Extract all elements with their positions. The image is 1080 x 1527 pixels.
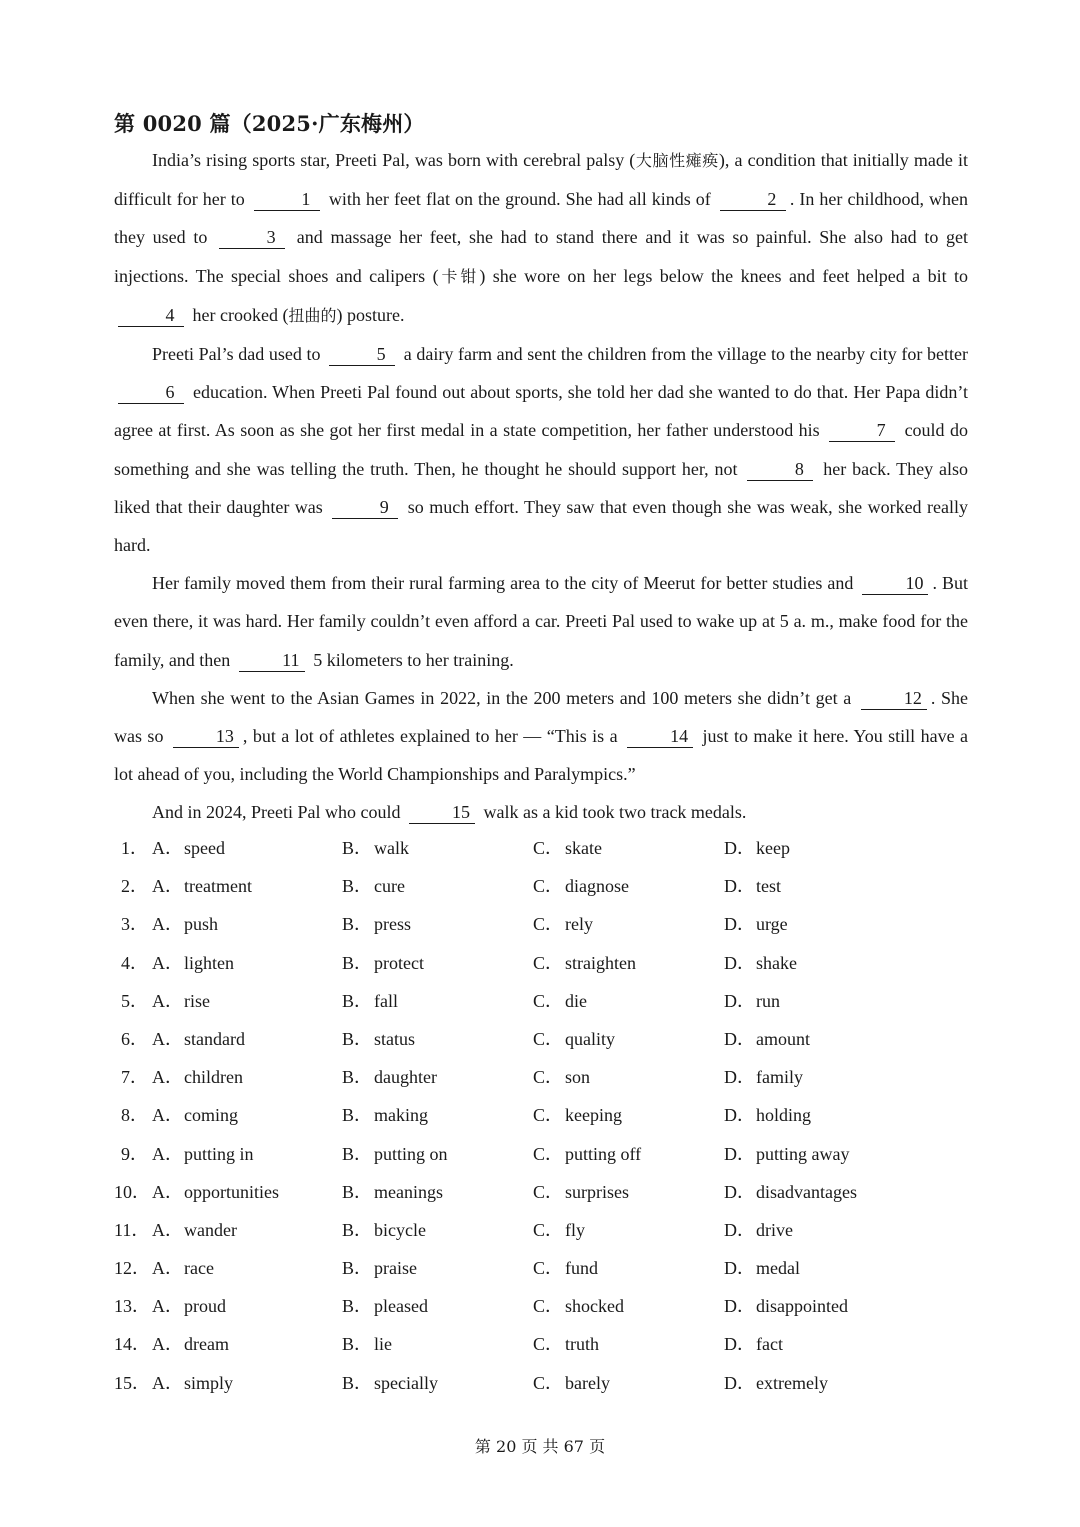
paragraph-1 [114, 141, 968, 335]
option-letter: C． [533, 1067, 564, 1088]
passage-title: 第 0020 篇（2025·广东梅州） [114, 111, 425, 136]
option-letter: B． [342, 1258, 373, 1279]
question-row [114, 1287, 974, 1325]
option-a [152, 1020, 245, 1058]
option-b [342, 1325, 392, 1363]
option-b [342, 1364, 438, 1402]
option-letter: C． [533, 1181, 564, 1202]
text-segment: . She was so [114, 687, 969, 747]
option-letter: A． [152, 914, 183, 935]
option-text: keeping [565, 1105, 622, 1126]
option-text: family [756, 1067, 803, 1088]
option-c [533, 1096, 622, 1134]
option-b [342, 944, 424, 982]
option-letter: A． [152, 1296, 183, 1317]
option-text: walk [374, 838, 409, 858]
option-c [533, 1058, 590, 1096]
option-letter: C． [533, 1258, 564, 1279]
option-letter: B． [342, 1067, 373, 1088]
option-letter: B． [342, 1219, 373, 1240]
blank-14: 14 [627, 725, 693, 748]
option-text: speed [184, 838, 225, 858]
question-row [114, 944, 974, 982]
option-text: lie [374, 1334, 392, 1355]
option-a [152, 1364, 233, 1402]
text-segment: ) she wore on her legs below the knees and feet helped a bit to [479, 265, 968, 286]
option-text: skate [565, 838, 602, 858]
option-text: die [565, 990, 587, 1011]
option-text: barely [565, 1372, 610, 1393]
question-number: 14． [114, 1334, 150, 1355]
option-text: fly [565, 1219, 585, 1240]
option-letter: A． [152, 1067, 183, 1088]
question-number: 4． [121, 952, 148, 973]
option-text: bicycle [374, 1219, 426, 1240]
option-text: drive [756, 1219, 793, 1240]
text-segment: Her family moved them from their rural farming area to the city of Meerut for better studies and [152, 573, 854, 594]
question-row [114, 1249, 974, 1287]
option-a [152, 867, 252, 905]
option-d [724, 1325, 783, 1363]
option-letter: B． [342, 1372, 373, 1393]
text-segment: a dairy farm and sent the children from the village to the nearby city for better [403, 344, 969, 365]
text-segment: And in 2024, Preeti Pal who could [152, 802, 401, 823]
option-letter: D． [724, 876, 755, 897]
text-segment: ), a condition that initially made it difficult for her to [114, 150, 968, 210]
blank-12: 12 [861, 687, 927, 710]
option-letter: D． [724, 1219, 755, 1240]
option-text: putting on [374, 1143, 448, 1164]
option-c [533, 1173, 629, 1211]
option-letter: D． [724, 1334, 755, 1355]
option-text: medal [756, 1258, 800, 1279]
option-b [342, 1173, 443, 1211]
blank-8: 8 [747, 458, 813, 481]
option-text: shake [756, 952, 797, 973]
chinese-gloss: 卡钳 [438, 266, 480, 286]
option-letter: B． [342, 914, 373, 935]
option-c [533, 982, 587, 1020]
option-text: protect [374, 952, 424, 973]
option-letter: A． [152, 1105, 183, 1126]
paragraph-5 [114, 793, 968, 831]
option-text: pleased [374, 1296, 428, 1317]
option-a [152, 1287, 226, 1325]
option-text: specially [374, 1372, 438, 1393]
question-number: 13． [114, 1296, 150, 1317]
option-letter: A． [152, 838, 183, 858]
question-number: 12． [114, 1258, 150, 1279]
option-letter: B． [342, 990, 373, 1011]
option-letter: C． [533, 952, 564, 973]
option-letter: A． [152, 1181, 183, 1202]
question-row [114, 1173, 974, 1211]
option-text: coming [184, 1105, 238, 1126]
option-letter: B． [342, 1143, 373, 1164]
option-letter: A． [152, 1334, 183, 1355]
option-text: fund [565, 1258, 598, 1279]
option-text: daughter [374, 1067, 437, 1088]
option-a [152, 1096, 238, 1134]
option-letter: D． [724, 1372, 755, 1393]
text-segment: ) posture. [336, 304, 405, 325]
option-text: proud [184, 1296, 226, 1317]
text-segment: When she went to the Asian Games in 2022, in the 200 meters and 100 meters she didn’t get a [152, 687, 852, 708]
option-letter: D． [724, 1143, 755, 1164]
option-b [342, 1096, 428, 1134]
question-row [114, 829, 974, 867]
blank-1: 1 [254, 188, 320, 211]
option-letter: B． [342, 1105, 373, 1126]
option-c [533, 1135, 641, 1173]
option-letter: C． [533, 1143, 564, 1164]
blank-9: 9 [332, 496, 398, 519]
option-text: dream [184, 1334, 229, 1355]
option-letter: D． [724, 952, 755, 973]
option-letter: C． [533, 876, 564, 897]
option-b [342, 1058, 437, 1096]
option-text: treatment [184, 876, 252, 897]
option-text: run [756, 990, 780, 1011]
blank-3: 3 [219, 226, 285, 249]
option-a [152, 1173, 279, 1211]
option-text: disadvantages [756, 1181, 857, 1202]
question-row [114, 982, 974, 1020]
page-footer: 第 20 页 共 67 页 [474, 1437, 606, 1456]
option-letter: A． [152, 1143, 183, 1164]
option-text: race [184, 1258, 214, 1279]
option-b [342, 1249, 417, 1287]
option-c [533, 1364, 610, 1402]
option-letter: C． [533, 1372, 564, 1393]
text-segment: 5 kilometers to her training. [313, 649, 514, 670]
option-a [152, 1058, 243, 1096]
option-c [533, 1287, 624, 1325]
question-row [114, 1364, 974, 1402]
answer-options [114, 829, 974, 1402]
option-letter: D． [724, 990, 755, 1011]
option-letter: A． [152, 1028, 183, 1049]
option-d [724, 1020, 810, 1058]
option-text: standard [184, 1028, 245, 1049]
option-text: cure [374, 876, 405, 897]
option-text: son [565, 1067, 591, 1088]
question-number: 2． [121, 876, 148, 897]
option-text: surprises [565, 1181, 629, 1202]
option-c [533, 944, 636, 982]
option-letter: C． [533, 914, 564, 935]
option-a [152, 1325, 229, 1363]
option-d [724, 1058, 803, 1096]
question-row [114, 905, 974, 943]
paragraph-3 [114, 564, 968, 679]
text-segment: walk as a kid took two track medals. [483, 802, 747, 823]
option-letter: B． [342, 838, 373, 858]
option-letter: B． [342, 952, 373, 973]
option-d [724, 1096, 811, 1134]
option-letter: A． [152, 990, 183, 1011]
option-letter: D． [724, 1181, 755, 1202]
question-number: 11． [114, 1219, 150, 1240]
option-letter: D． [724, 914, 755, 935]
option-letter: C． [533, 1105, 564, 1126]
option-text: children [184, 1067, 243, 1088]
option-d [724, 905, 788, 943]
question-row [114, 1325, 974, 1363]
option-text: praise [374, 1258, 417, 1279]
option-letter: C． [533, 1296, 564, 1317]
option-d [724, 1249, 800, 1287]
question-row [114, 1211, 974, 1249]
option-letter: A． [152, 1219, 183, 1240]
option-a [152, 1135, 254, 1173]
option-letter: B． [342, 1028, 373, 1049]
option-text: lighten [184, 952, 234, 973]
option-text: opportunities [184, 1181, 279, 1202]
question-number: 1． [121, 838, 148, 858]
question-row [114, 867, 974, 905]
option-letter: C． [533, 990, 564, 1011]
option-d [724, 867, 781, 905]
question-number: 10． [114, 1181, 150, 1202]
option-text: test [756, 876, 781, 897]
option-b [342, 905, 411, 943]
paragraph-2 [114, 335, 968, 564]
option-b [342, 1287, 428, 1325]
option-d [724, 1364, 828, 1402]
chinese-gloss: 扭曲的 [288, 305, 337, 325]
option-letter: D． [724, 1067, 755, 1088]
text-segment: . But even there, it was hard. Her family couldn’t even afford a car. Preeti Pal used to wake up at 5 a. m., make food for the family, and then [114, 573, 968, 670]
option-text: truth [565, 1334, 599, 1355]
option-letter: D． [724, 1258, 755, 1279]
option-letter: A． [152, 876, 183, 897]
text-segment: could do something and she was telling the truth. Then, he thought he should support her, not [114, 420, 968, 479]
text-segment: and massage her feet, she had to stand there and it was so painful. She also had to get injections. The special shoes and calipers ( [114, 227, 969, 286]
option-a [152, 1249, 214, 1287]
question-number: 5． [121, 990, 148, 1011]
blank-10: 10 [862, 572, 928, 595]
option-text: wander [184, 1219, 237, 1240]
option-letter: C． [533, 1028, 564, 1049]
option-letter: B． [342, 1296, 373, 1317]
option-c [533, 829, 602, 867]
option-letter: C． [533, 1219, 564, 1240]
text-segment: , but a lot of athletes explained to her — “This is a [242, 726, 618, 747]
option-d [724, 1287, 848, 1325]
blank-11: 11 [239, 649, 305, 672]
option-a [152, 944, 234, 982]
option-text: shocked [565, 1296, 624, 1317]
option-b [342, 1211, 426, 1249]
option-c [533, 1249, 598, 1287]
text-segment: with her feet flat on the ground. She had all kinds of [328, 189, 711, 210]
text-segment: Preeti Pal’s dad used to [152, 344, 321, 365]
option-text: diagnose [565, 876, 629, 897]
option-text: press [374, 914, 411, 935]
option-text: rise [184, 990, 210, 1011]
option-text: rely [565, 914, 593, 935]
option-d [724, 1135, 849, 1173]
option-letter: A． [152, 952, 183, 973]
option-d [724, 944, 797, 982]
option-text: quality [565, 1028, 615, 1049]
text-segment: so much effort. They saw that even though she was weak, she worked really hard. [114, 496, 969, 556]
option-letter: B． [342, 1334, 373, 1355]
question-row [114, 1135, 974, 1173]
option-b [342, 982, 398, 1020]
option-c [533, 905, 593, 943]
question-number: 7． [121, 1067, 148, 1088]
option-letter: D． [724, 838, 755, 858]
option-text: putting away [756, 1143, 850, 1164]
blank-15: 15 [409, 801, 475, 824]
question-number: 15． [114, 1372, 150, 1393]
option-c [533, 1325, 599, 1363]
option-d [724, 1211, 793, 1249]
option-text: fall [374, 990, 398, 1011]
option-text: making [374, 1105, 428, 1126]
option-b [342, 829, 409, 867]
option-d [724, 1173, 857, 1211]
option-text: meanings [374, 1181, 443, 1202]
option-text: amount [756, 1028, 810, 1049]
option-letter: C． [533, 838, 564, 858]
option-c [533, 1020, 615, 1058]
option-text: straighten [565, 952, 636, 973]
text-segment: . In her childhood, when they used to [114, 189, 968, 248]
option-a [152, 982, 210, 1020]
option-text: putting in [184, 1143, 254, 1164]
blank-7: 7 [829, 419, 895, 442]
text-segment: India’s rising sports star, Preeti Pal, was born with cerebral palsy ( [152, 150, 636, 170]
option-a [152, 905, 218, 943]
option-c [533, 1211, 585, 1249]
text-segment: her crooked ( [192, 304, 289, 325]
blank-2: 2 [720, 188, 786, 211]
option-text: simply [184, 1372, 234, 1393]
option-letter: B． [342, 1181, 373, 1202]
passage-text [114, 141, 968, 832]
option-b [342, 1020, 415, 1058]
paragraph-4 [114, 679, 968, 794]
option-c [533, 867, 629, 905]
question-row [114, 1058, 974, 1096]
option-text: extremely [756, 1372, 828, 1393]
chinese-gloss: 大脑性瘫痪 [635, 151, 719, 170]
question-number: 3． [121, 914, 148, 935]
blank-5: 5 [329, 343, 395, 366]
option-text: disappointed [756, 1296, 848, 1317]
option-text: urge [756, 914, 788, 935]
option-letter: B． [342, 876, 373, 897]
option-d [724, 829, 790, 867]
question-number: 9． [121, 1143, 148, 1164]
question-row [114, 1020, 974, 1058]
text-segment: just to make it here. You still have a lot ahead of you, including the World Championships and Paralympics.” [114, 726, 969, 785]
blank-13: 13 [173, 725, 239, 748]
option-letter: A． [152, 1258, 183, 1279]
question-row [114, 1096, 974, 1134]
option-a [152, 829, 225, 867]
option-a [152, 1211, 237, 1249]
option-letter: C． [533, 1334, 564, 1355]
option-text: putting off [565, 1143, 642, 1164]
blank-6: 6 [118, 381, 184, 404]
option-letter: D． [724, 1296, 755, 1317]
question-number: 6． [121, 1028, 148, 1049]
option-letter: A． [152, 1372, 183, 1393]
option-letter: D． [724, 1105, 755, 1126]
option-d [724, 982, 780, 1020]
option-text: fact [756, 1334, 783, 1355]
option-text: holding [756, 1105, 812, 1126]
question-number: 8． [121, 1105, 148, 1126]
text-segment: her back. They also liked that their daughter was [114, 458, 969, 517]
option-b [342, 1135, 448, 1173]
text-segment: education. When Preeti Pal found out about sports, she told her dad she wanted to do that. Her Papa didn’t agree at first. As soon as she got her first medal in a state competition, her father understood his [114, 382, 968, 441]
option-text: status [374, 1028, 416, 1049]
blank-4: 4 [118, 304, 184, 327]
option-b [342, 867, 405, 905]
option-text: push [184, 914, 219, 935]
option-letter: D． [724, 1028, 755, 1049]
option-text: keep [756, 838, 790, 858]
